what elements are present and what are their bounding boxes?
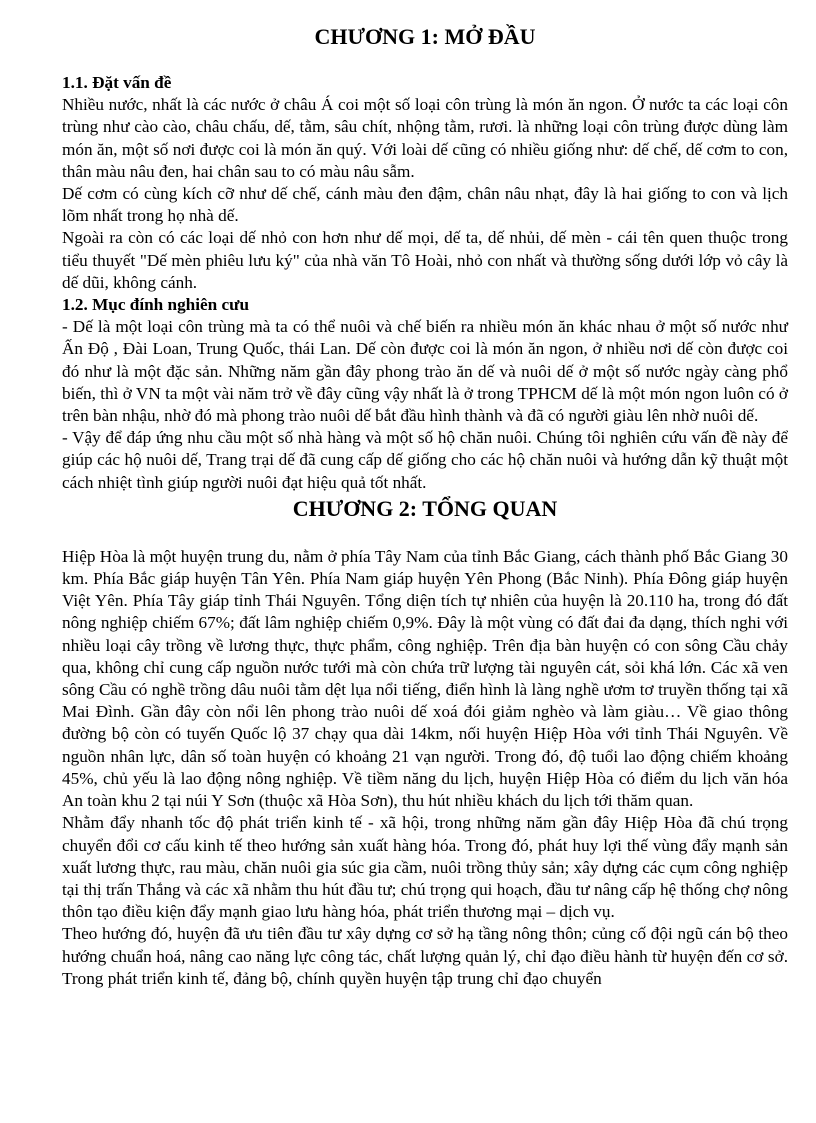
paragraph: Theo hướng đó, huyện đã ưu tiên đầu tư xây dựng cơ sở hạ tầng nông thôn; củng cố đội ngũ cán bộ theo hướng chuẩn hoá, nâng cao năng lực công tác, chất lượng quản lý, chỉ đạo điều hành từ huyện đến cơ sở. Trong phát triển kinh tế, đảng bộ, chính quyền huyện tập trung chỉ đạo chuyển — [62, 924, 788, 988]
paragraph: Nhằm đẩy nhanh tốc độ phát triển kinh tế - xã hội, trong những năm gần đây Hiệp Hòa đã chú trọng chuyển đổi cơ cấu kinh tế theo hướng sản xuất hàng hóa. Trong đó, phát huy lợi thế vùng đẩy mạnh sản xuất lương thực, rau màu, chăn nuôi gia súc gia cầm, nuôi trồng thủy sản; xây dựng các cụm công nghiệp tại thị trấn Thắng và các xã nhằm thu hút đầu tư; chú trọng qui hoạch, đầu tư nâng cấp hệ thống chợ nông thôn tạo điều kiện đẩy mạnh giao lưu hàng hóa, phát triển thương mại – dịch vụ. — [62, 813, 788, 922]
paragraph: Dế cơm có cùng kích cỡ như dế chế, cánh màu đen đậm, chân nâu nhạt, đây là hai giống to con và lịch lõm nhất trong họ nhà dế. — [62, 184, 788, 226]
paragraph: Hiệp Hòa là một huyện trung du, nằm ở phía Tây Nam của tỉnh Bắc Giang, cách thành phố Bắc Giang 30 km. Phía Bắc giáp huyện Tân Yên. Phía Nam giáp huyện Yên Phong (Bắc Ninh). Phía Đông giáp huyện Việt Yên. Phía Tây giáp tỉnh Thái Nguyên. Tổng diện tích tự nhiên của huyện là 20.110 ha, trong đó đất nông nghiệp chiếm 67%; đất lâm nghiệp chiếm 0,9%. Đây là một vùng có đất đai đa dạng, thích nghi với nhiều loại cây trồng về lương thực, thực phẩm, công nghiệp. Trên địa bàn huyện có con sông Cầu chảy qua, không chỉ cung cấp nguồn nước tưới mà còn chứa trữ lượng tài nguyên cát, sỏi khá lớn. Các xã ven sông Cầu có nghề trồng dâu nuôi tằm dệt lụa nổi tiếng, điển hình là làng nghề ươm tơ truyền thống tại xã Mai Đình. Gần đây còn nổi lên phong trào nuôi dế xoá đói giảm nghèo và làm giàu… Về giao thông đường bộ còn có tuyến Quốc lộ 37 chạy qua dài 14km, nối huyện Hiệp Hòa với tỉnh Thái Nguyên. Về nguồn nhân lực, dân số toàn huyện có khoảng 21 vạn người. Trong đó, độ tuổi lao động chiếm khoảng 45%, chủ yếu là lao động nông nghiệp. Về tiềm năng du lịch, huyện Hiệp Hòa có điểm du lịch văn hóa An toàn khu 2 tại núi Y Sơn (thuộc xã Hòa Sơn), thu hút nhiều khách du lịch tới thăm quan. — [62, 546, 788, 811]
paragraph: Nhiều nước, nhất là các nước ở châu Á coi một số loại côn trùng là món ăn ngon. Ở nước ta các loại côn trùng như cào cào, châu chấu, dế, tằm, sâu chít, nhộng tằm, rươi. là những loại côn trùng được dùng làm món ăn, một số nơi được coi là món ăn quý. Với loài dế cũng có nhiều giống như: dế chế, dế cơm to con, thân màu nâu đen, hai chân sau to có màu nâu sẫm. — [62, 95, 788, 181]
section-1-2-heading: 1.2. Mục đính nghiên cưu — [62, 295, 250, 315]
chapter-1-title: CHƯƠNG 1: MỞ ĐẦU — [314, 24, 536, 49]
document-page — [62, 22, 788, 990]
paragraph: - Dế là một loại côn trùng mà ta có thể nuôi và chế biến ra nhiều món ăn khác nhau ở một số nước như Ấn Độ , Đài Loan, Trung Quốc, thái Lan. Dế còn được coi là món ăn ngon, ở nhiều nơi dế còn được coi đó như là một đặc sản. Những năm gần đây phong trào ăn dế và nuôi dế ở một số nước ngày càng phổ biến, thì ở VN ta một vài năm trở về đây cũng vậy nhất là ở trong TPHCM dế là một món ngon luôn có ở trên bàn nhậu, nhờ đó mà phong trào nuôi dế bắt đầu hình thành và đã có người giàu lên nhờ nuôi dế. — [62, 317, 788, 426]
paragraph: - Vậy để đáp ứng nhu cầu một số nhà hàng và một số hộ chăn nuôi. Chúng tôi nghiên cứu vấn đề này để giúp các hộ nuôi dế, Trang trại dế đã cung cấp dế giống cho các hộ chăn nuôi và hướng dẫn kỹ thuật một cách nhiệt tình giúp người nuôi đạt hiệu quả tốt nhất. — [62, 428, 788, 492]
paragraph: Ngoài ra còn có các loại dế nhỏ con hơn như dế mọi, dế ta, dế nhủi, dế mèn - cái tên quen thuộc trong tiểu thuyết "Dế mèn phiêu lưu ký" của nhà văn Tô Hoài, nhỏ con nhất và thường sống dưới lớp vỏ cây là dế dũi, không cánh. — [62, 228, 788, 292]
chapter-2-title: CHƯƠNG 2: TỔNG QUAN — [292, 495, 558, 521]
section-1-1-heading: 1.1. Đặt vấn đề — [62, 73, 172, 92]
